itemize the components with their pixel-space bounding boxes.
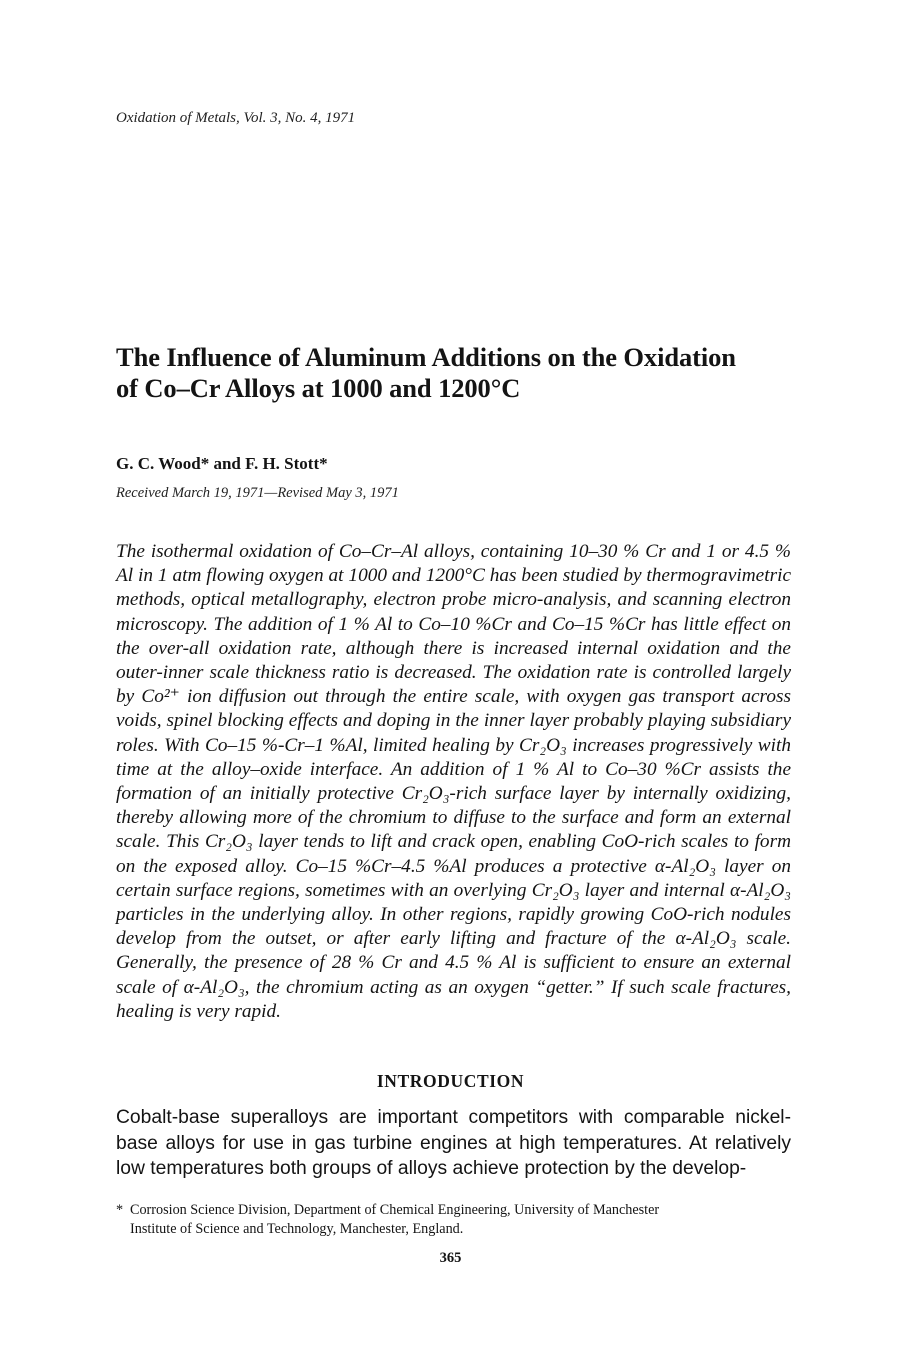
introduction-paragraph: Cobalt-base superalloys are important competitors with comparable nickel-base alloys for use in gas turbine engines at high temperatures. At relatively low temperatures both groups of alloys achieve protection by the develop- bbox=[116, 1107, 791, 1179]
section-heading-introduction: INTRODUCTION bbox=[376, 1071, 525, 1091]
received-dates: Received March 19, 1971—Revised May 3, 1971 bbox=[116, 485, 399, 501]
abstract: The isothermal oxidation of Co–Cr–Al alloys, containing 10–30 % Cr and 1 or 4.5 % Al in 1 atm flowing oxygen at 1000 and 1200°C has been studied by thermogravimetric methods, optical metallography, electron probe micro-analysis, and scanning electron microscopy. The addition of 1 % Al to Co–10 %Cr and Co–15 %Cr has little effect on the over-all oxidation rate, although there is increased internal oxidation and the outer-inner scale thickness ratio is decreased. The oxidation rate is controlled largely by Co²⁺ ion diffusion out through the entire scale, with oxygen gas transport across voids, spinel blocking effects and doping in the inner layer probably playing subsidiary roles. With Co–15 %-Cr–1 %Al, limited healing by Cr₂O₃ increases progressively with time at the alloy–oxide interface. An addition of 1 % Al to Co–30 %Cr assists the formation of an initially protective Cr₂O₃-rich surface layer by internally oxidizing, thereby allowing more of the chromium to diffuse to the surface and form an external scale. This Cr₂O₃ layer tends to lift and crack open, enabling CoO-rich scales to form on the exposed alloy. Co–15 %Cr–4.5 %Al produces a protective α-Al₂O₃ layer on certain surface regions, sometimes with an overlying Cr₂O₃ layer and internal α-Al₂O₃ particles in the underlying alloy. In other regions, rapidly growing CoO-rich nodules develop from the outset, or after early lifting and fracture of the α-Al₂O₃ scale. Generally, the presence of 28 % Cr and 4.5 % Al is sufficient to ensure an external scale of α-Al₂O₃, the chromium acting as an oxygen “getter.” If such scale fractures, healing is very rapid. bbox=[116, 541, 791, 1022]
author-affiliation-footnote bbox=[116, 1201, 796, 1239]
title-line-1: The Influence of Aluminum Additions on the Oxidation bbox=[116, 342, 736, 372]
authors: G. C. Wood* and F. H. Stott* bbox=[116, 454, 328, 473]
footnote-marker: * bbox=[116, 1202, 124, 1218]
footnote-line-2: Institute of Science and Technology, Manchester, England. bbox=[130, 1221, 464, 1237]
paper-title bbox=[116, 342, 806, 404]
page-number: 365 bbox=[439, 1250, 462, 1266]
title-line-2: of Co–Cr Alloys at 1000 and 1200°C bbox=[116, 373, 521, 403]
footnote-line-1: Corrosion Science Division, Department of Chemical Engineering, University of Manchester bbox=[130, 1202, 660, 1218]
journal-citation: Oxidation of Metals, Vol. 3, No. 4, 1971 bbox=[116, 110, 356, 126]
